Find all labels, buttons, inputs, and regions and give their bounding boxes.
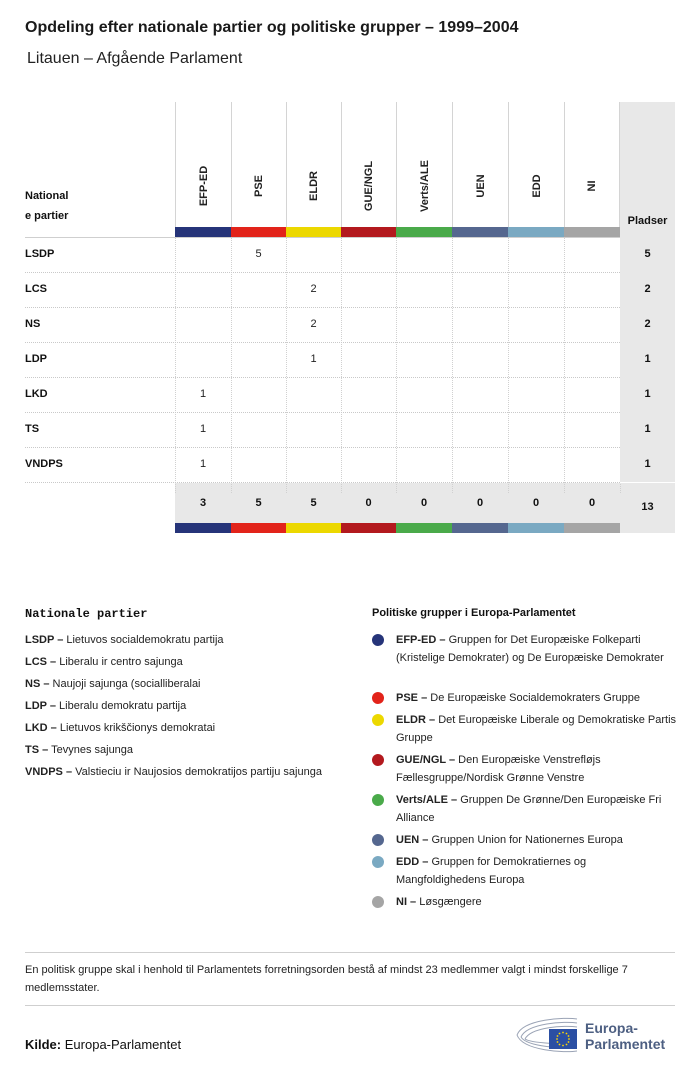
total-pse: 5: [255, 497, 262, 509]
cell-lkd-efp-ed: 1: [199, 388, 207, 400]
row-divider: [25, 447, 620, 448]
group-column-gue-ngl: [341, 102, 396, 237]
national-legend-item: [25, 697, 345, 715]
national-legend-item: [25, 763, 345, 781]
row-label-ns: NS: [25, 318, 41, 330]
legend-name: Gruppen Union for Nationernes Europa: [431, 834, 623, 846]
national-legend-item: [25, 653, 345, 671]
national-legend-title: Nationale partier: [25, 607, 148, 621]
column-divider: [341, 237, 342, 493]
legend-name: Liberalu demokratu partija: [59, 700, 187, 712]
total-gue-ngl: 0: [365, 497, 372, 509]
national-parties-header: [25, 186, 105, 226]
group-column-ni: [564, 102, 620, 237]
group-color-bar-top-pse: [231, 227, 286, 237]
legend-abbr: LSDP –: [25, 634, 64, 646]
column-divider: [286, 237, 287, 493]
seats-ns: 2: [620, 307, 675, 342]
legend-abbr: ELDR –: [396, 714, 436, 726]
seats-ts: 1: [620, 412, 675, 447]
group-label-gue-ngl: GUE/NGL: [363, 160, 375, 212]
legend-name: Gruppen De Grønne/Den Europæiske Fri Alliance: [396, 794, 662, 824]
seats-lcs: 2: [620, 272, 675, 307]
legend-name: Liberalu ir centro sajunga: [59, 656, 183, 668]
cell-ldp-eldr: 1: [310, 353, 317, 365]
seats-ldp: 1: [620, 342, 675, 377]
seats-lsdp: 5: [620, 237, 675, 272]
grand-total: 13: [620, 483, 675, 533]
group-column-eldr: [286, 102, 341, 237]
logo-line1: Europa-: [585, 1020, 638, 1036]
note-top-rule: [25, 952, 675, 953]
group-color-bar-bottom-gue-ngl: [341, 523, 396, 533]
cell-lsdp-pse: 5: [255, 248, 262, 260]
column-divider: [175, 237, 176, 493]
source-value: Europa-Parlamentet: [64, 1037, 182, 1052]
national-legend-item: [25, 719, 345, 737]
legend-abbr: LKD –: [25, 722, 57, 734]
group-color-bar-bottom-edd: [508, 523, 564, 533]
legend-dot-icon: [372, 834, 384, 846]
group-color-bar-bottom-eldr: [286, 523, 341, 533]
group-color-bar-top-ni: [564, 227, 620, 237]
legend-abbr: GUE/NGL –: [396, 754, 456, 766]
total-eldr: 5: [310, 497, 317, 509]
legend-name: De Europæiske Socialdemokraters Gruppe: [430, 692, 640, 704]
logo-line2: Parlamentet: [585, 1036, 666, 1052]
group-column-uen: [452, 102, 508, 237]
cell-vndps-efp-ed: 1: [199, 458, 207, 470]
group-label-efp-ed: EFP-ED: [197, 165, 210, 207]
legend-abbr: LCS –: [25, 656, 57, 668]
legend-abbr: TS –: [25, 744, 49, 756]
group-color-bar-bottom-pse: [231, 523, 286, 533]
row-divider: [25, 377, 620, 378]
legend-abbr: PSE –: [396, 692, 428, 704]
legend-name: Den Europæiske Venstrefløjs Fællesgruppe/Nordisk Grønne Venstre: [396, 754, 601, 784]
group-color-bar-bottom-efp-ed: [175, 523, 231, 533]
group-color-bar-top-gue-ngl: [341, 227, 396, 237]
group-legend-item: [396, 711, 676, 747]
footnote: En politisk gruppe skal i henhold til Parlamentets forretningsorden bestå af mindst 23 medlemmer valgt i mindst forskellige 7 medlemsstater.: [25, 964, 628, 994]
legend-name: Gruppen for Demokratiernes og Mangfoldighedens Europa: [396, 856, 587, 886]
legend-name: Tevynes sajunga: [51, 744, 134, 756]
seats-header: [620, 102, 675, 237]
seats-vndps: 1: [620, 447, 675, 482]
legend-dot-icon: [372, 896, 384, 908]
group-color-bar-top-uen: [452, 227, 508, 237]
row-label-ts: TS: [25, 423, 40, 435]
cell-ts-efp-ed: 1: [199, 423, 207, 435]
total-uen: 0: [476, 497, 484, 509]
legend-name: Løsgængere: [419, 896, 482, 908]
total-ni: 0: [588, 497, 596, 509]
cell-ns-eldr: 2: [310, 318, 317, 330]
national-legend-item: [25, 675, 345, 693]
group-color-bar-top-verts-ale: [396, 227, 452, 237]
legend-name: Lietuvos krikščionys demokratai: [59, 722, 216, 734]
page-subtitle: Litauen – Afgående Parlament: [27, 50, 243, 67]
legend-dot-icon: [372, 754, 384, 766]
legend-name: Lietuvos socialdemokratu partija: [66, 634, 224, 646]
logo-text: [585, 1020, 665, 1052]
legend-name: Valstieciu ir Naujosios demokratijos partiju sajunga: [75, 766, 322, 778]
group-legend-title: Politiske grupper i Europa-Parlamentet: [372, 607, 576, 619]
row-label-lkd: LKD: [25, 388, 48, 400]
group-legend-item: [396, 751, 676, 787]
seats-divider: [620, 482, 675, 483]
column-divider: [564, 237, 565, 493]
group-legend-item: [396, 689, 676, 707]
row-label-lsdp: LSDP: [25, 248, 55, 260]
legend-name: Naujoji sajunga (socialliberalai: [52, 678, 201, 690]
group-legend-item: [396, 831, 676, 849]
total-edd: 0: [532, 497, 540, 509]
column-divider: [396, 237, 397, 493]
group-column-efp-ed: [175, 102, 231, 237]
group-label-eldr: ELDR: [308, 171, 320, 201]
legend-abbr: LDP –: [25, 700, 56, 712]
group-color-bar-top-eldr: [286, 227, 341, 237]
legend-abbr: NS –: [25, 678, 50, 690]
row-label-vndps: VNDPS: [25, 458, 63, 470]
column-divider: [231, 237, 232, 493]
seats-lkd: 1: [620, 377, 675, 412]
group-legend-item: [396, 631, 676, 667]
group-label-pse: PSE: [253, 174, 265, 198]
group-label-edd: EDD: [530, 174, 543, 198]
group-column-verts-ale: [396, 102, 452, 237]
group-color-bar-bottom-uen: [452, 523, 508, 533]
group-color-bar-bottom-verts-ale: [396, 523, 452, 533]
legend-name: Det Europæiske Liberale og Demokratiske Partis Gruppe: [396, 714, 677, 744]
legend-dot-icon: [372, 714, 384, 726]
group-legend-item: [396, 893, 676, 911]
page-title: Opdeling efter nationale partier og politiske grupper – 1999–2004: [25, 19, 519, 36]
legend-dot-icon: [372, 794, 384, 806]
group-label-uen: UEN: [474, 174, 487, 198]
cell-lcs-eldr: 2: [310, 283, 317, 295]
row-divider: [25, 342, 620, 343]
row-divider: [25, 272, 620, 273]
total-verts-ale: 0: [420, 497, 428, 509]
legend-name: Gruppen for Det Europæiske Folkeparti (Kristelige Demokrater) og De Europæiske Demokrater: [396, 634, 664, 664]
row-label-ldp: LDP: [25, 353, 47, 365]
group-label-ni: NI: [586, 180, 598, 192]
legend-abbr: VNDPS –: [25, 766, 73, 778]
total-efp-ed: 3: [199, 497, 207, 509]
header-rule: [25, 237, 675, 238]
national-header-line1: National: [25, 190, 69, 202]
row-divider: [25, 412, 620, 413]
group-legend-item: [396, 853, 676, 889]
group-column-edd: [508, 102, 564, 237]
legend-abbr: NI –: [396, 896, 417, 908]
source-label: Kilde:: [25, 1037, 62, 1052]
group-color-bar-top-efp-ed: [175, 227, 231, 237]
seats-header-label: Pladser: [627, 215, 668, 227]
legend-abbr: EFP-ED –: [396, 634, 446, 646]
legend-abbr: EDD –: [396, 856, 429, 868]
column-divider: [508, 237, 509, 493]
national-header-line2: e partier: [25, 210, 69, 222]
row-label-lcs: LCS: [25, 283, 47, 295]
group-column-pse: [231, 102, 286, 237]
legend-dot-icon: [372, 856, 384, 868]
group-color-bar-bottom-ni: [564, 523, 620, 533]
legend-abbr: UEN –: [396, 834, 429, 846]
source-line: [25, 1037, 181, 1052]
group-legend-item: [396, 791, 676, 827]
legend-dot-icon: [372, 634, 384, 646]
note-bottom-rule: [25, 1005, 675, 1006]
group-label-verts-ale: Verts/ALE: [418, 160, 431, 212]
column-divider: [452, 237, 453, 493]
legend-dot-icon: [372, 692, 384, 704]
legend-abbr: Verts/ALE –: [396, 794, 458, 806]
row-divider: [25, 307, 620, 308]
national-legend-item: [25, 631, 345, 649]
national-legend-item: [25, 741, 345, 759]
group-color-bar-top-edd: [508, 227, 564, 237]
